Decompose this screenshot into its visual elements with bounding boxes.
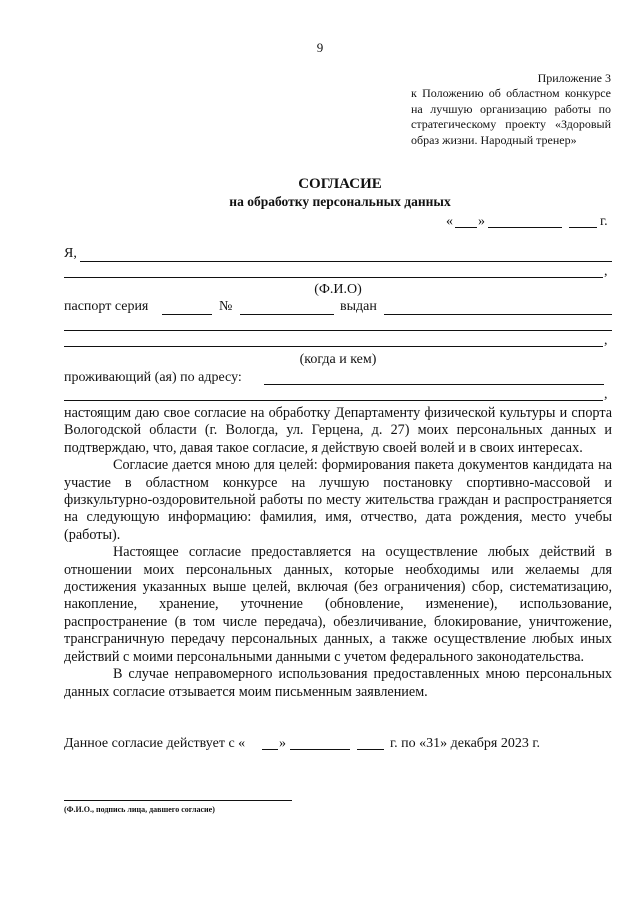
paragraph-purpose: Согласие дается мною для целей: формирования пакета документов кандидата на участие в областном конкурсе на лучшую постановку спортивно-массовой и физкультурно-оздоровительной работы по месту жительства граждан и распространяется на следующую информацию: фамилия, имя, отчество, дата рождения, место учебы (работы).: [64, 457, 612, 543]
appendix-heading: Приложение 3: [537, 71, 611, 85]
appendix-block: [411, 71, 611, 148]
validity-day-field[interactable]: [262, 749, 278, 750]
fio-caption: (Ф.И.О): [314, 282, 362, 297]
document-title: СОГЛАСИЕ: [298, 176, 382, 192]
fio-comma: ,: [604, 264, 608, 279]
date-month-field[interactable]: [488, 227, 562, 228]
consent-body: [64, 405, 612, 701]
address-label: проживающий (ая) по адресу:: [64, 370, 242, 385]
ya-label: Я,: [64, 246, 77, 261]
date-day-field[interactable]: [455, 227, 477, 228]
issued-field-line-3[interactable]: [64, 346, 603, 347]
address-field-continued[interactable]: [64, 400, 603, 401]
document-subtitle: на обработку персональных данных: [229, 194, 451, 209]
issued-caption: (когда и кем): [299, 352, 377, 367]
date-year-field[interactable]: [569, 227, 597, 228]
signature-caption: (Ф.И.О., подпись лица, давшего согласие): [64, 805, 215, 814]
date-year-suffix: г.: [600, 214, 608, 229]
paragraph-consent: настоящим даю свое согласие на обработку Департаменту физической культуры и спорта Вологодской области (г. Вологда, ул. Герцена, д. 27) моих персональных данных и подтверждаю, что, давая такое согласие, я действую своей волей и в своих интересах.: [64, 405, 612, 456]
issued-label: выдан: [340, 299, 377, 314]
fio-field[interactable]: [80, 261, 612, 262]
issued-field-line-2[interactable]: [64, 330, 612, 331]
date-open-quote: «: [446, 214, 453, 229]
passport-number-label: №: [219, 299, 233, 314]
signature-line[interactable]: [64, 800, 292, 801]
page-number: 9: [316, 40, 324, 55]
paragraph-actions: Настоящее согласие предоставляется на осуществление любых действий в отношении моих персональных данных, которые необходимы или желаемы для достижения указанных выше целей, включая (без ограничения) сбор, систематизацию, накопление, хранение, уточнение (обновление, изменение), использование, распространение (в том числе передача), обезличивание, блокирование, уничтожение, трансграничную передачу персональных данных, а также осуществление любых иных действий с моими персональными данными с учетом федерального законодательства.: [64, 544, 612, 665]
validity-close-quote: »: [279, 736, 286, 751]
passport-series-label: паспорт серия: [64, 299, 149, 314]
passport-number-field[interactable]: [240, 314, 334, 315]
fio-field-continued[interactable]: [64, 277, 603, 278]
passport-series-field[interactable]: [162, 314, 212, 315]
validity-prefix: Данное согласие действует с «: [64, 736, 246, 751]
paragraph-revocation: В случае неправомерного использования предоставленных мною персональных данных согласие отзывается моим письменным заявлением.: [64, 666, 612, 700]
date-close-quote: »: [478, 214, 485, 229]
validity-year-field[interactable]: [357, 749, 384, 750]
issued-comma: ,: [604, 333, 608, 348]
validity-end: г. по «31» декабря 2023 г.: [390, 736, 541, 751]
issued-field[interactable]: [384, 314, 612, 315]
validity-month-field[interactable]: [290, 749, 350, 750]
appendix-text: к Положению об областном конкурсе на лучшую организацию работы по стратегическому проекту «Здоровый образ жизни. Народный тренер»: [411, 86, 611, 147]
address-field[interactable]: [264, 384, 604, 385]
address-comma: ,: [604, 387, 608, 402]
